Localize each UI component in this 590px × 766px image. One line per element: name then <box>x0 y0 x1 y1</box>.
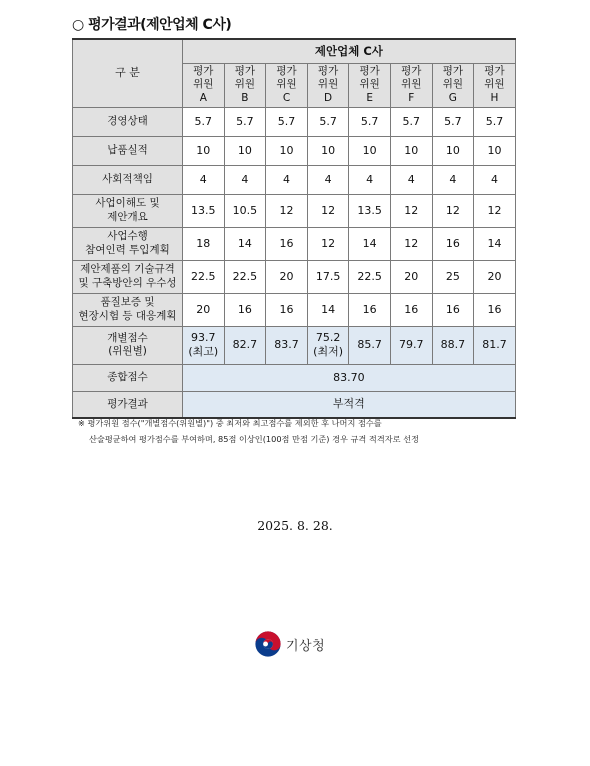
score-cell: 4 <box>307 165 349 194</box>
individual-score-cell: 79.7 <box>390 326 432 364</box>
score-cell: 14 <box>307 293 349 326</box>
individual-score-cell: 83.7 <box>266 326 308 364</box>
score-cell: 10 <box>432 136 474 165</box>
document-date: 2025. 8. 28. <box>257 518 333 533</box>
score-cell: 12 <box>390 227 432 260</box>
score-cell: 22.5 <box>224 260 266 293</box>
score-cell: 10.5 <box>224 194 266 227</box>
score-cell: 5.7 <box>266 107 308 136</box>
score-cell: 5.7 <box>474 107 516 136</box>
table-row <box>73 107 516 136</box>
score-cell: 12 <box>474 194 516 227</box>
table-row <box>73 260 516 293</box>
score-cell: 16 <box>266 293 308 326</box>
individual-score-cell: 82.7 <box>224 326 266 364</box>
individual-score-cell: 81.7 <box>474 326 516 364</box>
score-cell: 14 <box>349 227 391 260</box>
score-cell: 16 <box>266 227 308 260</box>
score-cell: 16 <box>474 293 516 326</box>
evaluator-header: 평가 위원 D <box>307 63 349 107</box>
individual-score-row <box>73 326 516 364</box>
company-header: 제안업체 C사 <box>183 39 516 63</box>
table-row <box>73 293 516 326</box>
individual-score-cell: 88.7 <box>432 326 474 364</box>
score-cell: 12 <box>390 194 432 227</box>
evaluation-results-table <box>72 38 516 419</box>
footnote-line: ※ 평가위원 점수("개별점수(위원별)") 중 최저와 최고점수를 제외한 후 나머지 점수를 <box>78 418 382 428</box>
footnote <box>78 415 419 447</box>
corner-header: 구 분 <box>73 39 183 107</box>
score-cell: 5.7 <box>307 107 349 136</box>
score-cell: 4 <box>349 165 391 194</box>
kma-logo <box>254 630 325 658</box>
score-cell: 12 <box>432 194 474 227</box>
score-cell: 14 <box>474 227 516 260</box>
score-cell: 20 <box>474 260 516 293</box>
score-cell: 5.7 <box>183 107 225 136</box>
evaluator-header: 평가 위원 A <box>183 63 225 107</box>
score-cell: 10 <box>349 136 391 165</box>
evaluator-header: 평가 위원 E <box>349 63 391 107</box>
table-row <box>73 136 516 165</box>
row-label: 품질보증 및 현장시험 등 대응계획 <box>73 293 183 326</box>
evaluator-header: 평가 위원 B <box>224 63 266 107</box>
score-cell: 25 <box>432 260 474 293</box>
score-cell: 20 <box>390 260 432 293</box>
evaluator-header: 평가 위원 H <box>474 63 516 107</box>
score-cell: 22.5 <box>349 260 391 293</box>
score-cell: 10 <box>474 136 516 165</box>
score-cell: 4 <box>390 165 432 194</box>
row-label: 사회적책임 <box>73 165 183 194</box>
score-cell: 16 <box>390 293 432 326</box>
row-label: 제안제품의 기술규격 및 구축방안의 우수성 <box>73 260 183 293</box>
individual-score-cell: 75.2 (최저) <box>307 326 349 364</box>
row-label: 사업이해도 및 제안개요 <box>73 194 183 227</box>
score-cell: 13.5 <box>349 194 391 227</box>
individual-score-cell: 85.7 <box>349 326 391 364</box>
result-value: 부적격 <box>183 391 516 418</box>
score-cell: 20 <box>266 260 308 293</box>
score-cell: 16 <box>432 227 474 260</box>
footnote-line: 산술평균하여 평가점수를 부여하며, 85점 이상인(100점 만점 기준) 경우 규격 적격자로 선정 <box>89 434 419 444</box>
row-label: 경영상태 <box>73 107 183 136</box>
row-label: 사업수행 참여인력 투입계획 <box>73 227 183 260</box>
score-cell: 12 <box>307 227 349 260</box>
table-row <box>73 194 516 227</box>
score-cell: 16 <box>224 293 266 326</box>
evaluator-header: 평가 위원 F <box>390 63 432 107</box>
score-cell: 16 <box>432 293 474 326</box>
score-cell: 5.7 <box>349 107 391 136</box>
total-score-value: 83.70 <box>183 364 516 391</box>
result-row <box>73 391 516 418</box>
score-cell: 10 <box>390 136 432 165</box>
score-cell: 18 <box>183 227 225 260</box>
logo-text: 기상청 <box>286 638 326 654</box>
row-label: 종합점수 <box>73 364 183 391</box>
evaluator-header: 평가 위원 C <box>266 63 308 107</box>
row-label: 개별점수 (위원별) <box>73 326 183 364</box>
score-cell: 16 <box>349 293 391 326</box>
evaluator-header: 평가 위원 G <box>432 63 474 107</box>
score-cell: 12 <box>266 194 308 227</box>
score-cell: 13.5 <box>183 194 225 227</box>
score-cell: 4 <box>432 165 474 194</box>
kma-taegeuk-logo-icon <box>254 630 282 658</box>
score-cell: 4 <box>224 165 266 194</box>
score-cell: 10 <box>224 136 266 165</box>
score-cell: 4 <box>266 165 308 194</box>
row-label: 평가결과 <box>73 391 183 418</box>
individual-score-cell: 93.7 (최고) <box>183 326 225 364</box>
score-cell: 17.5 <box>307 260 349 293</box>
score-cell: 10 <box>307 136 349 165</box>
score-cell: 22.5 <box>183 260 225 293</box>
score-cell: 4 <box>183 165 225 194</box>
score-cell: 10 <box>183 136 225 165</box>
score-cell: 14 <box>224 227 266 260</box>
score-cell: 5.7 <box>432 107 474 136</box>
score-cell: 12 <box>307 194 349 227</box>
score-cell: 4 <box>474 165 516 194</box>
score-cell: 5.7 <box>390 107 432 136</box>
table-row <box>73 227 516 260</box>
total-score-row <box>73 364 516 391</box>
table-row <box>73 165 516 194</box>
section-title: ○ 평가결과(제안업체 C사) <box>72 17 232 33</box>
row-label: 납품실적 <box>73 136 183 165</box>
score-cell: 5.7 <box>224 107 266 136</box>
score-cell: 20 <box>183 293 225 326</box>
score-cell: 10 <box>266 136 308 165</box>
